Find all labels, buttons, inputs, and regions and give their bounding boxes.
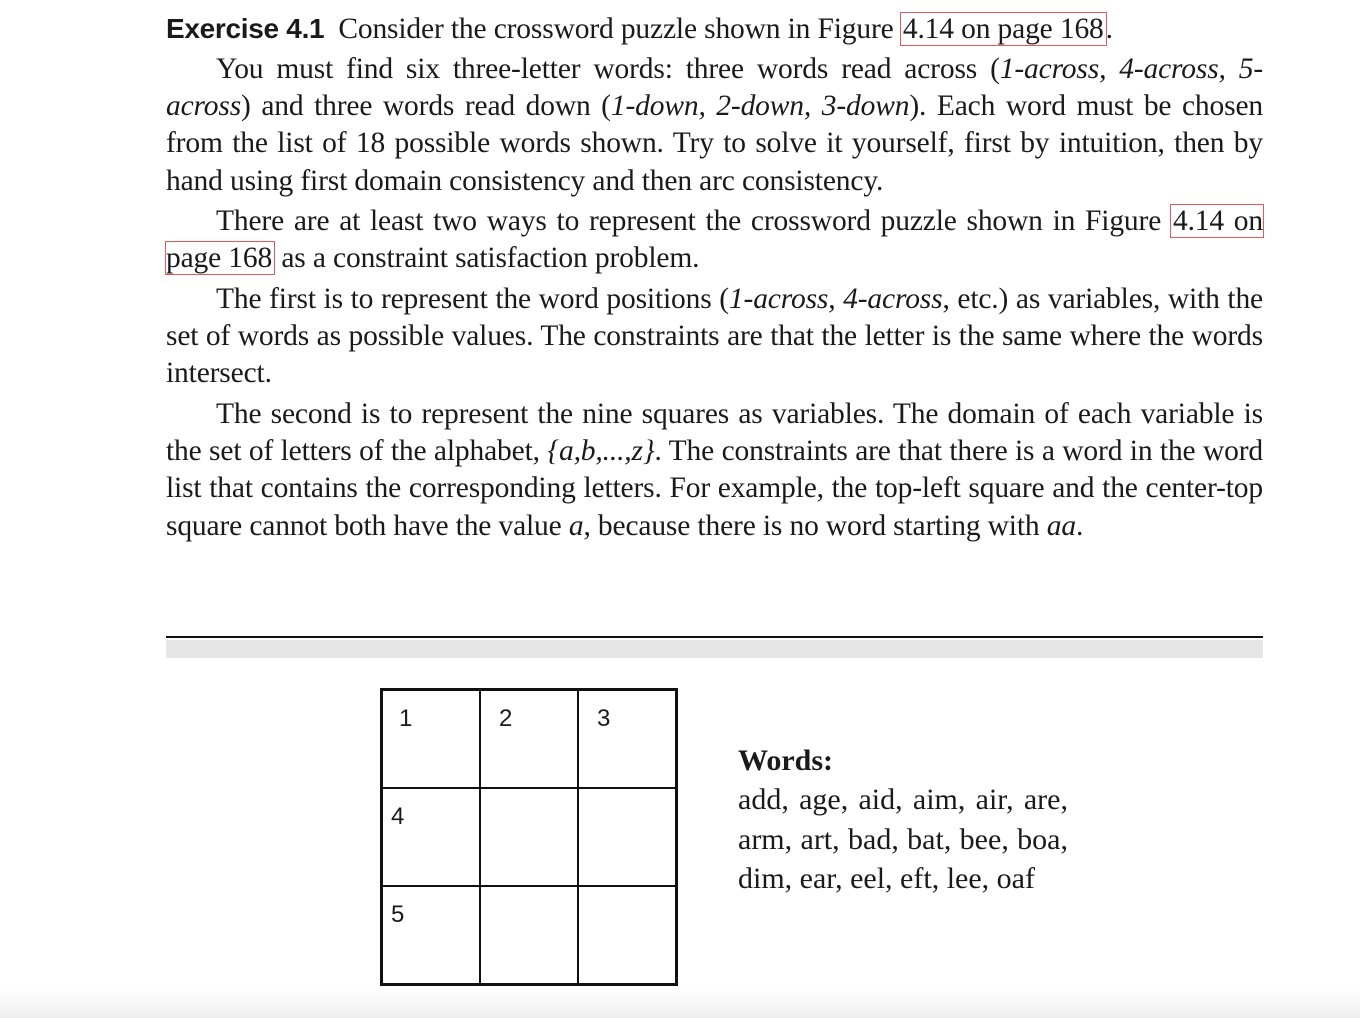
- para4-italic: 1-across, 4-across: [728, 283, 943, 315]
- para2-text-3: ). Each word must be chosen from the list of 18 possible words shown. Try to solve it yourself, first by intuition, then by hand using first domain consistency and then arc consistency.: [166, 90, 1263, 197]
- para3-text-2: as a constraint satisfaction problem.: [281, 242, 700, 275]
- figure-reference-link[interactable]: 4.14 on page 168: [902, 13, 1104, 45]
- para2-across-list: 1-across, 4-across, 5-across: [166, 53, 1263, 123]
- paragraph-representations: [166, 203, 1263, 277]
- grid-cell: [578, 788, 676, 886]
- words-heading: Words:: [738, 744, 834, 777]
- grid-cell: [480, 788, 578, 886]
- grid-number: 5: [391, 901, 405, 928]
- grid-number: 2: [499, 705, 513, 732]
- grid-cell: [382, 690, 480, 788]
- grid-cell: [578, 886, 676, 984]
- figure-reference-link-2[interactable]: 4.14 on page 168: [166, 205, 1263, 275]
- grid-cell: [382, 886, 480, 984]
- grid-cell: [480, 886, 578, 984]
- bottom-shadow: [0, 990, 1360, 1018]
- para5-text-4: .: [1075, 509, 1084, 542]
- para3-text-1: There are at least two ways to represent the crossword puzzle shown in Figure: [216, 205, 1162, 237]
- grid-number: 3: [597, 705, 611, 732]
- crossword-grid: [380, 688, 678, 986]
- grid-number: 4: [391, 803, 405, 830]
- exercise-title: Exercise 4.1: [166, 13, 325, 44]
- figure-gray-band: [166, 640, 1263, 658]
- exercise-intro-paragraph: [166, 10, 1263, 48]
- alphabet-set: {a,b,...,z}: [547, 435, 655, 468]
- intro-period: .: [1105, 13, 1113, 45]
- paragraph-second-representation: [166, 396, 1263, 545]
- paragraph-first-representation: [166, 281, 1263, 393]
- para5-text-1: The second is to represent the nine squares as variables. The domain of each variable is the set of letters of the alphabet,: [166, 398, 1263, 468]
- grid-number: 1: [399, 705, 413, 732]
- para2-text-1: You must find six three-letter words: three words read across (: [216, 53, 1000, 85]
- grid-cell: [578, 690, 676, 788]
- intro-text: Consider the crossword puzzle shown in Figure: [338, 13, 894, 45]
- para4-text-2: , etc.) as variables, with the set of words as possible values. The constraints are that the letter is the same where the words intersect.: [166, 283, 1264, 390]
- para5-text-3: , because there is no word starting with: [583, 509, 1047, 542]
- para2-down-list: 1-down, 2-down, 3-down: [610, 90, 910, 123]
- words-list: add, age, aid, aim, air, are, arm, art, bad, bat, bee, boa, dim, ear, eel, eft, lee, oaf: [738, 783, 1068, 895]
- grid-cell: [480, 690, 578, 788]
- value-a: a: [568, 509, 584, 542]
- para5-text-2: . The constraints are that there is a word in the word list that contains the corresponding letters. For example, the top-left square and the center-top square cannot both have the value: [166, 435, 1263, 542]
- grid-cell: [382, 788, 480, 886]
- paragraph-task: [166, 51, 1263, 200]
- prefix-aa: aa: [1046, 509, 1076, 542]
- para4-text-1: The first is to represent the word positions (: [216, 283, 729, 315]
- figure-top-rule: [166, 636, 1263, 638]
- word-list-panel: [738, 742, 1068, 899]
- para2-text-2: ) and three words read down (: [241, 90, 611, 123]
